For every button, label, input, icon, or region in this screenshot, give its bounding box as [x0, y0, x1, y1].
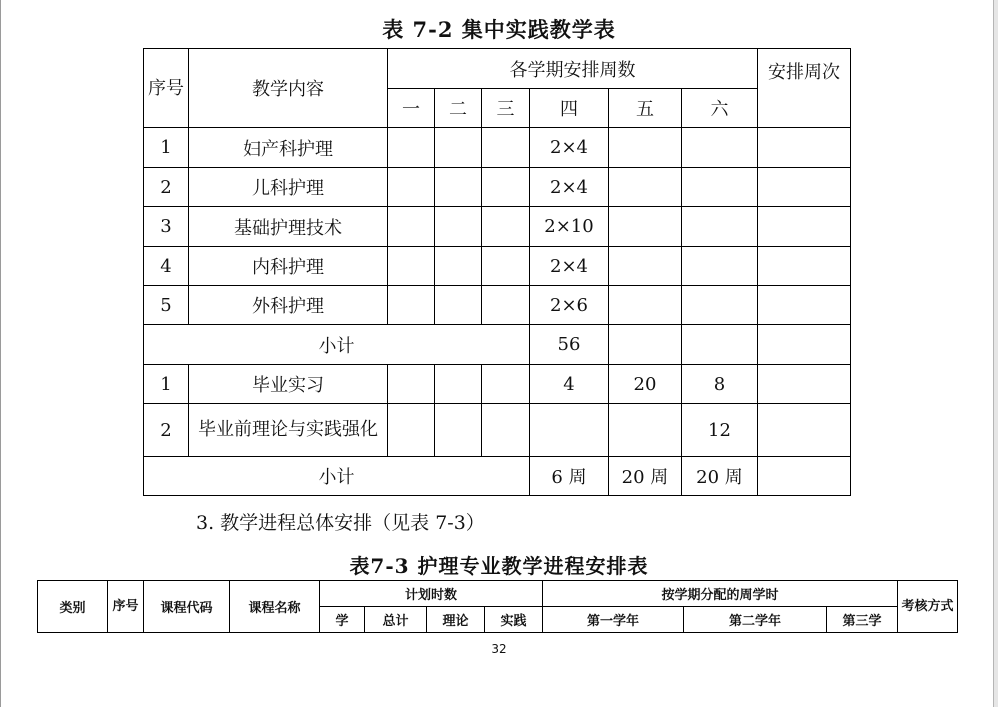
row-content: 毕业实习 [189, 365, 388, 404]
header-arranged-weeks: 安排周次 [758, 49, 851, 128]
header-category: 类别 [38, 581, 108, 633]
row-s5: 20 [609, 365, 682, 404]
row-s4: 4 [530, 365, 609, 404]
header-semester-6: 六 [682, 89, 758, 128]
row-s5 [609, 168, 682, 207]
subtotal-arranged [758, 457, 851, 496]
table-7-2-title: 表 7-2 集中实践教学表 [382, 17, 616, 42]
row-s5 [609, 247, 682, 286]
header-weekly-hours: 按学期分配的周学时 [543, 581, 898, 607]
row-s3 [482, 286, 530, 325]
row-arranged [758, 286, 851, 325]
subtotal-s4: 6 周 [530, 457, 609, 496]
header-year-1: 第一学年 [543, 607, 684, 633]
header-semester-4: 四 [530, 89, 609, 128]
row-s5 [609, 207, 682, 247]
row-seq: 4 [144, 247, 189, 286]
header-practice: 实践 [485, 607, 543, 633]
row-s1 [388, 365, 435, 404]
table-row [144, 207, 851, 247]
row-s1 [388, 207, 435, 247]
row-arranged [758, 128, 851, 168]
row-seq: 1 [144, 365, 189, 404]
row-s2 [435, 247, 482, 286]
header-total: 总计 [365, 607, 427, 633]
row-content: 儿科护理 [189, 168, 388, 207]
row-s3 [482, 404, 530, 457]
page-number: 32 [491, 642, 507, 656]
header-semester-3: 三 [482, 89, 530, 128]
row-s4: 2×10 [530, 207, 609, 247]
table-row [144, 247, 851, 286]
header-seq: 序号 [144, 49, 189, 128]
row-s2 [435, 286, 482, 325]
header-assessment: 考核方式 [898, 581, 958, 633]
teaching-schedule-table [37, 580, 958, 633]
row-s3 [482, 247, 530, 286]
subtotal-s6 [682, 325, 758, 365]
row-s5 [609, 128, 682, 168]
row-s1 [388, 168, 435, 207]
table-row [144, 128, 851, 168]
row-arranged [758, 247, 851, 286]
header-semester-1: 一 [388, 89, 435, 128]
row-s6 [682, 168, 758, 207]
header-planned-hours: 计划时数 [320, 581, 543, 607]
header-year-2: 第二学年 [684, 607, 827, 633]
header-credits: 学 [320, 607, 365, 633]
row-s6 [682, 247, 758, 286]
row-seq: 1 [144, 128, 189, 168]
row-s2 [435, 207, 482, 247]
row-content: 妇产科护理 [189, 128, 388, 168]
header-theory: 理论 [427, 607, 485, 633]
header-seq: 序号 [108, 581, 144, 633]
row-s6 [682, 128, 758, 168]
header-semester-group: 各学期安排周数 [388, 49, 758, 89]
row-arranged [758, 168, 851, 207]
table-row [144, 365, 851, 404]
row-seq: 2 [144, 404, 189, 457]
row-s1 [388, 404, 435, 457]
row-s6 [682, 207, 758, 247]
header-semester-2: 二 [435, 89, 482, 128]
row-s2 [435, 128, 482, 168]
subtotal-label: 小计 [144, 325, 530, 365]
subtotal-s5: 20 周 [609, 457, 682, 496]
subtotal-label: 小计 [144, 457, 530, 496]
header-course-code: 课程代码 [144, 581, 230, 633]
header-course-name: 课程名称 [230, 581, 320, 633]
subtotal-s6: 20 周 [682, 457, 758, 496]
row-s1 [388, 286, 435, 325]
row-seq: 5 [144, 286, 189, 325]
row-s3 [482, 365, 530, 404]
row-seq: 2 [144, 168, 189, 207]
row-s2 [435, 365, 482, 404]
row-s4: 2×4 [530, 168, 609, 207]
subtotal-s5 [609, 325, 682, 365]
header-semester-5: 五 [609, 89, 682, 128]
subtotal-s4: 56 [530, 325, 609, 365]
row-content: 外科护理 [189, 286, 388, 325]
row-arranged [758, 404, 851, 457]
table-row [144, 286, 851, 325]
subtotal-arranged [758, 325, 851, 365]
subtotal-row [144, 457, 851, 496]
table-row [144, 168, 851, 207]
row-s5 [609, 286, 682, 325]
row-content: 毕业前理论与实践强化 [189, 404, 388, 457]
row-s5 [609, 404, 682, 457]
row-s3 [482, 168, 530, 207]
row-s1 [388, 128, 435, 168]
header-year-3: 第三学 [827, 607, 898, 633]
page-left-edge [0, 0, 1, 707]
page-right-shadow [994, 0, 998, 707]
row-s2 [435, 168, 482, 207]
row-arranged [758, 365, 851, 404]
subtotal-row [144, 325, 851, 365]
row-s4: 2×4 [530, 247, 609, 286]
row-content: 内科护理 [189, 247, 388, 286]
section-3-heading: 3. 教学进程总体安排（见表 7-3） [196, 512, 485, 534]
row-seq: 3 [144, 207, 189, 247]
row-s4: 2×6 [530, 286, 609, 325]
row-s4 [530, 404, 609, 457]
row-content: 基础护理技术 [189, 207, 388, 247]
practice-teaching-table [143, 48, 851, 496]
row-s3 [482, 128, 530, 168]
row-s6 [682, 286, 758, 325]
table-7-3-title: 表7-3 护理专业教学进程安排表 [349, 554, 649, 578]
row-s6: 8 [682, 365, 758, 404]
row-arranged [758, 207, 851, 247]
table-row [144, 404, 851, 457]
row-s6: 12 [682, 404, 758, 457]
row-s2 [435, 404, 482, 457]
row-s3 [482, 207, 530, 247]
header-content: 教学内容 [189, 49, 388, 128]
row-s4: 2×4 [530, 128, 609, 168]
row-s1 [388, 247, 435, 286]
